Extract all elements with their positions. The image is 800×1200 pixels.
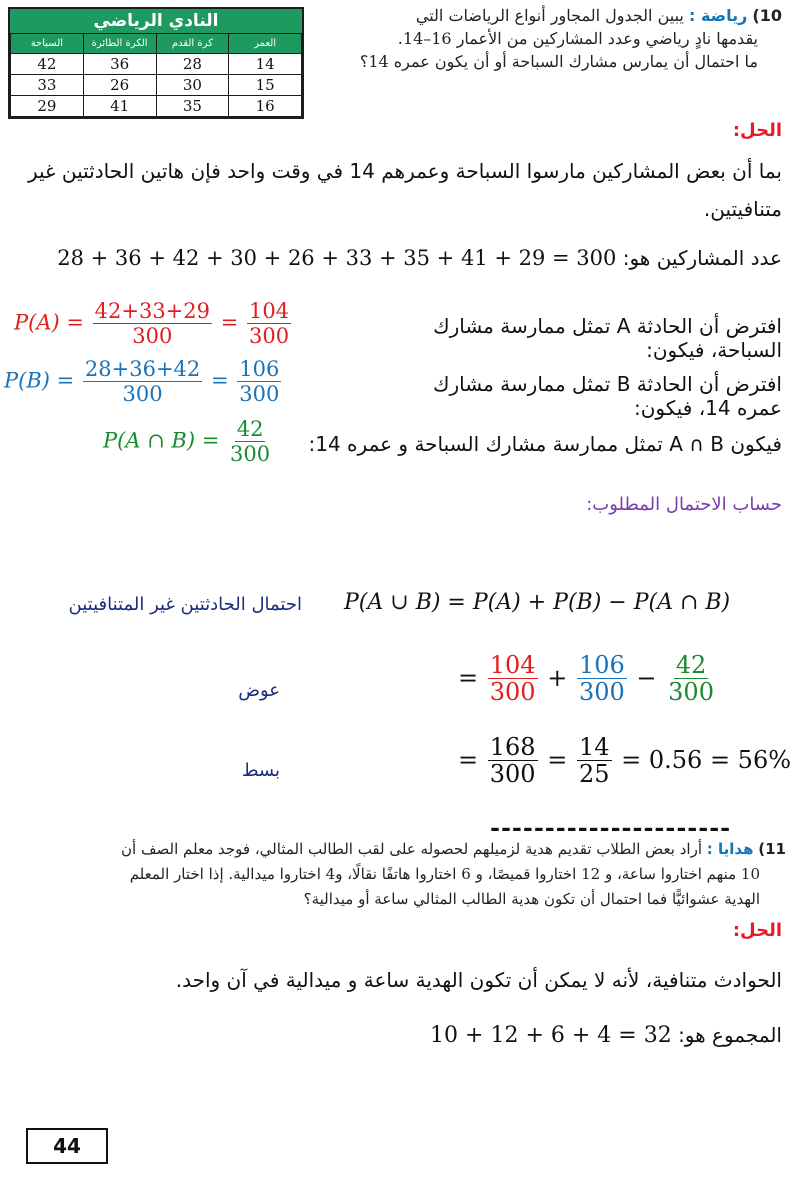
numerator: 42 <box>236 417 264 441</box>
equals-sign: = <box>547 745 568 774</box>
table-header: الكرة الطائرة <box>83 34 156 54</box>
numerator: 28+36+42 <box>84 357 201 381</box>
numerator: 104 <box>489 651 536 679</box>
table-header-row <box>11 34 302 54</box>
question-text: أراد بعض الطلاب تقديم هدية لزميلهم لحصوله على لقب الطالب المثالي، فوجد معلم الصف أن <box>121 840 702 858</box>
event-ab-description: فيكون A ∩ B تمثل ممارسة مشارك السباحة و عمره 14: <box>308 432 782 456</box>
solution-label: الحل: <box>732 920 782 941</box>
question-10-line2: يقدمها نادٍ رياضي وعدد المشاركين من الأعمار 16–14. <box>397 29 758 48</box>
question-10 <box>312 4 782 73</box>
dashed-divider: ---------------------- <box>490 813 732 842</box>
simplify-label: بسط <box>241 760 280 781</box>
table-cell: 14 <box>229 54 302 75</box>
solution-paragraph: بما أن بعض المشاركين مارسوا السباحة وعمرهم 14 في وقت واحد فإن هاتين الحادثتين غير متنافيتين. <box>27 159 782 221</box>
count-expression: 28 + 36 + 42 + 30 + 26 + 33 + 35 + 41 + 29 = 300 <box>57 246 617 270</box>
total-label: المجموع هو: <box>678 1023 782 1047</box>
prob-ab-fraction <box>228 418 272 466</box>
table-cell: 33 <box>11 75 84 96</box>
count-label: عدد المشاركين هو: <box>622 246 782 270</box>
table-cell: 30 <box>156 75 229 96</box>
denominator: 300 <box>122 382 163 407</box>
denominator: 300 <box>132 324 173 349</box>
prob-ab-lhs: P(A ∩ B) = <box>103 428 220 453</box>
table-cell: 35 <box>156 96 229 117</box>
prob-a-lhs: P(A) = <box>14 310 84 335</box>
solution-11-paragraph: الحوادث متنافية، لأنه لا يمكن أن تكون الهدية ساعة و ميدالية في آن واحد. <box>175 968 782 992</box>
table-cell: 26 <box>83 75 156 96</box>
sports-club-table <box>8 7 304 119</box>
denominator: 300 <box>668 678 714 707</box>
union-rule-label: احتمال الحادثتين غير المتنافيتين <box>68 594 302 615</box>
numerator: 42 <box>675 651 707 679</box>
question-11 <box>10 837 786 912</box>
solution-label: الحل: <box>732 120 782 141</box>
event-b-description: افترض أن الحادثة B تمثل ممارسة مشارك عمره 14، فيكون: <box>433 372 782 420</box>
question-11-line3: الهدية عشوائيًّا فما احتمال أن تكون هدية الطالب المثالي ساعة أو ميدالية؟ <box>303 890 760 908</box>
question-11-line1 <box>10 837 786 862</box>
table-cell: 16 <box>229 96 302 117</box>
substitution-expression <box>458 652 718 707</box>
denominator: 25 <box>578 760 610 789</box>
denominator: 300 <box>248 324 290 349</box>
table-cell: 36 <box>83 54 156 75</box>
question-10-line3: ما احتمال أن يمارس مشارك السباحة أو أن يكون عمره 14؟ <box>359 52 758 71</box>
prob-a-formula <box>14 300 293 348</box>
prob-b-formula <box>4 358 283 406</box>
participants-count-row <box>12 246 782 270</box>
table-cell: 15 <box>229 75 302 96</box>
denominator: 300 <box>239 382 280 407</box>
plus-sign: + <box>547 663 568 692</box>
prob-a-fraction <box>93 300 212 348</box>
table-title: النادي الرياضي <box>10 9 302 33</box>
table-row <box>11 75 302 96</box>
union-rule-expression: P(A ∪ B) = P(A) + P(B) − P(A ∩ B) <box>344 590 731 615</box>
table-header: العمر <box>229 34 302 54</box>
table-row <box>11 96 302 117</box>
table-header: كرة القدم <box>156 34 229 54</box>
numerator: 104 <box>248 299 290 323</box>
denominator: 300 <box>489 760 536 789</box>
sub-fraction-a <box>488 652 538 707</box>
simplify-result: = 0.56 = 56% <box>621 745 792 774</box>
prob-b-lhs: P(B) = <box>4 368 75 393</box>
numerator: 14 <box>578 733 610 761</box>
total-expression: 10 + 12 + 6 + 4 = 32 <box>430 1023 672 1048</box>
equals-sign: = <box>220 310 239 335</box>
table-header: السباحة <box>11 34 84 54</box>
table-row <box>11 54 302 75</box>
simp-fraction-2 <box>577 734 612 789</box>
page-number: 44 <box>26 1128 108 1164</box>
question-number: 11) <box>758 840 786 858</box>
simplify-expression <box>458 734 791 789</box>
question-keyword: رياضة : <box>688 6 748 25</box>
numerator: 106 <box>239 357 280 381</box>
denominator: 300 <box>489 678 536 707</box>
table-grid <box>10 33 302 117</box>
numerator: 168 <box>489 733 536 761</box>
question-keyword: هدايا : <box>706 840 754 858</box>
numerator: 106 <box>578 651 625 679</box>
sub-fraction-b <box>577 652 627 707</box>
minus-sign: − <box>636 663 657 692</box>
table-cell: 28 <box>156 54 229 75</box>
prob-a-result <box>247 300 291 348</box>
question-number: 10) <box>752 6 782 25</box>
total-row <box>12 1023 782 1048</box>
prob-b-fraction <box>83 358 202 406</box>
equals-sign: = <box>210 368 229 393</box>
substitute-label: عوض <box>238 680 280 701</box>
table-cell: 42 <box>11 54 84 75</box>
question-11-line2: 10 منهم اختاروا ساعة، و 12 اختاروا قميصًا، و 6 اختاروا هاتفًا نقالًا، و4 اختاروا ميدالية. إذا اختار المعلم <box>129 865 760 883</box>
simp-fraction-1 <box>488 734 538 789</box>
question-10-line1 <box>312 4 782 27</box>
sub-fraction-ab <box>666 652 716 707</box>
denominator: 300 <box>578 678 625 707</box>
table-cell: 29 <box>11 96 84 117</box>
calculation-label: حساب الاحتمال المطلوب: <box>586 494 782 515</box>
equals-sign: = <box>458 745 479 774</box>
prob-ab-formula <box>103 418 274 466</box>
event-a-description: افترض أن الحادثة A تمثل ممارسة مشارك السباحة، فيكون: <box>433 314 782 362</box>
equals-sign: = <box>458 663 479 692</box>
prob-b-result <box>237 358 281 406</box>
table-cell: 41 <box>83 96 156 117</box>
question-text: يبين الجدول المجاور أنواع الرياضات التي <box>415 6 684 25</box>
denominator: 300 <box>230 442 271 467</box>
numerator: 42+33+29 <box>94 299 210 323</box>
